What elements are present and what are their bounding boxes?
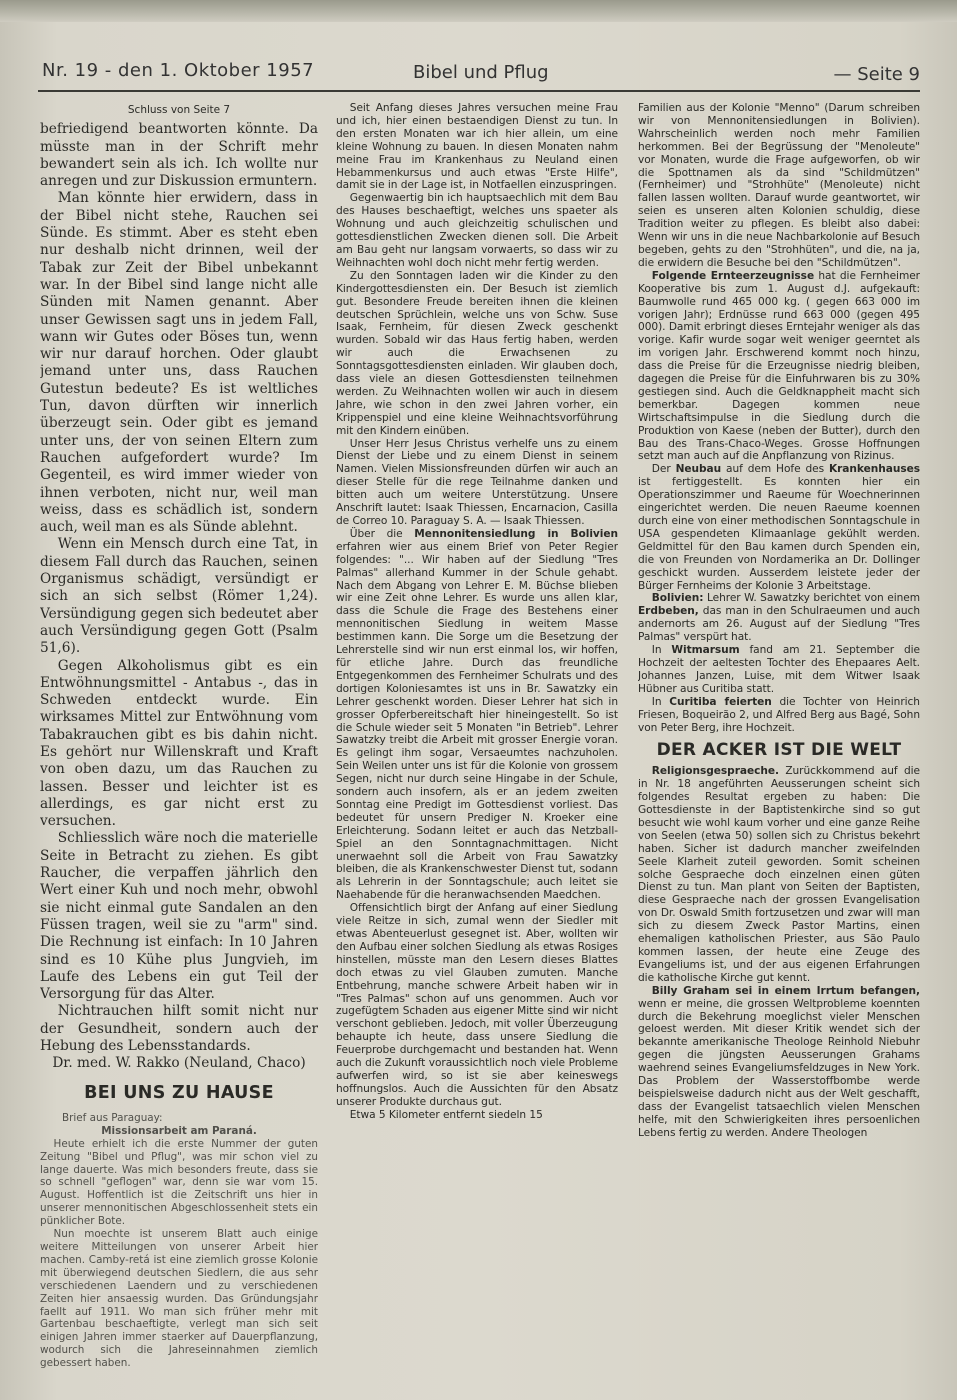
paragraph: Seit Anfang dieses Jahres versuchen meine Frau und ich, hier einen bestaendigen Dienst zu tun. In den ersten Monaten war ich hier allein, um eine kleine Wohnung zu bauen. In diesen Monaten nahm meine Frau im Krankenhaus zu Neuland einen Hebammenkursus und auch etwas "Erste Hilfe", damit sie in der Lage ist, in Notfaellen einzuspringen. [336, 102, 618, 192]
bold-heading: Erdbeben, [638, 605, 699, 618]
text-run: fand am 21. September die Hochzeit der aeltesten Tochter des Ehepaares Aelt. Johannes Janzen, Luise, mit dem Witwer Isaak Hübner aus Curitiba statt. [638, 644, 920, 695]
paragraph: befriedigend beantworten könnte. Da müsste man in der Schrift mehr bewandert sein als ich. Ich wollte nur anregen und zur Diskussion ermuntern. [40, 121, 318, 190]
bold-heading: Folgende Ernteerzeugnisse [651, 269, 815, 282]
text-run: hat die Fernheimer Kooperative bis zum 1. August d.J. aufgekauft: Baumwolle rund 465 000 kg. ( gegen 663 000 im vorigen Jahr); Erdnüsse rund 663 000 (gegen 495 000). Damit erbringt dieses Erntejahr weniger als das vorige. Kafir wurde sogar weit weniger geerntet als im vorigen Jahr. Erschwerend kommt noch hinzu, dass die Preise für die Erzeugnisse niedrig bleiben, dagegen die Preise für die Einfuhrwaren bis zu 30% gestiegen sind. Auch die Geldknappheit macht sich bemerkbar. Dagegen kommen neue Wirtschaftsimpulse in die Siedlung durch die Produktion von Kaese (neben der Butter), durch den Bau des Trans-Chaco-Weges. Grosse Hoffnungen setzt man auch auf die Anpflanzung von Rizinus. [638, 269, 920, 463]
paragraph: Man könnte hier erwidern, dass in der Bibel nicht stehe, Rauchen sei Sünde. Es stimmt. Aber es steht eben nur deshalb nicht drinnen, weil der Tabak zur Zeit der Bibel unbekannt war. In der Bibel sind lange nicht alle Sünden mit Namen genannt. Aber unser Gewissen sagt uns in jedem Fall, wann wir Gutes oder Böses tun, wenn wir nur darauf horchen. Oder glaubt jemand unter uns, dass Rauchen Gutestun bedeute? Es ist weltliches Tun, davon dürften wir innerlich überzeugt sein. Oder gibt es jemand unter uns, der von seinen Eltern zum Rauchen aufgefordert wurde? Im Gegenteil, es wird immer wieder von ihnen verboten, nicht nur, weil man weiss, dass es schädlich ist, sondern auch, weil man es als Sünde ablehnt. [40, 190, 318, 536]
publication-title: Bibel und Pflug [413, 62, 549, 83]
paragraph: Nichtrauchen hilft somit nicht nur der Gesundheit, sondern auch der Hebung des Lebensstandards. [40, 1003, 318, 1055]
paragraph-billy-graham [638, 985, 920, 1140]
paragraph-bolivien [638, 592, 920, 644]
bold-heading: Bolivien: [651, 592, 704, 605]
text-run: die Tochter von Heinrich Friesen, Boqueirão 2, und Alfred Berg aus Bagé, Sohn von Peter Berg, ihre Hochzeit. [638, 695, 920, 734]
paragraph: Gegen Alkoholismus gibt es ein Entwöhnungsmittel - Antabus -, das in Schweden entdeckt wurde. Ein wirksames Mittel zur Entwöhnung vom Tabakrauchen gibt es bis dahin nicht. Es gehört nur Willenskraft und Kraft von oben dazu, um das Rauchen zu lassen. Besser und leichter ist es allerdings, es gar nicht erst zu versuchen. [40, 657, 318, 830]
paragraph: Zu den Sonntagen laden wir die Kinder zu den Kindergottesdiensten ein. Der Besuch ist ziemlich gut. Besondere Freude bereiten ihnen die kleinen deutschen Sprüchlein, welche uns von Schw. Suse Isaak, Fernheim, für diesen Zweck geschenkt wurden. Sobald wir das Haus fertig haben, werden wir auch die Erwachsenen zu Sonntagsgottesdiensten einladen. Wir glauben doch, dass viele an diesen Gottesdiensten teilnehmen werden. Zu Weihnachten wollen wir auch in diesem Jahre, wie schon in den zwei Jahren vorher, ein Krippenspiel und eine kleine Weihnachtsvorführung mit den Kindern einüben. [336, 269, 618, 437]
paragraph: Unser Herr Jesus Christus verhelfe uns zu einem Dienst der Liebe und zu einem Dienst in seinem Namen. Vielen Missionsfreunden dürfen wir auch an dieser Stelle für die rege Teilnahme danken und bitten auch um weitere Unterstützung. Unsere Anschrift lautet: Isaak Thiessen, Encarnacion, Casilla de Correo 10. Paraguay S. A. — Isaak Thiessen. [336, 437, 618, 527]
top-edge-shadow [0, 0, 957, 22]
text-run: auf dem Hofe des [726, 463, 825, 476]
page-number: — Seite 9 [833, 64, 920, 85]
paragraph-curitiba [638, 696, 920, 735]
bold-heading: Religionsgespraeche. [651, 765, 779, 778]
text-run: Der [651, 463, 671, 476]
paragraph-ernte [638, 270, 920, 464]
bold-heading: Mennonitensiedlung in Bolivien [414, 527, 618, 540]
paragraph: Heute erhielt ich die erste Nummer der guten Zeitung "Bibel und Pflug", was mir schon viel zu lange dauerte. Was mich besonders freute, dass sie so schnell "geflogen" war, denn sie war vom 15. August. Hoffentlich ist die Zeitschrift uns hier in unserer mennonitischen Abgeschlossenheit stets ein pünklicher Bote. [40, 1137, 318, 1228]
continuation-note: Schluss von Seite 7 [127, 104, 231, 116]
letter-origin: Brief aus Paraguay: [62, 1111, 163, 1124]
paragraph: Wenn ein Mensch durch eine Tat, in diesem Fall durch das Rauchen, seinen Organismus schädigt, versündigt er sich an sich selbst (Römer 1,24). Versündigung gegen sich bedeutet aber auch Versündigung gegen Gott (Psalm 51,6). [40, 536, 318, 657]
paragraph: Familien aus der Kolonie "Menno" (Darum schreiben wir von Mennonitensiedlungen in Bolivien). Wahrscheinlich werden noch mehr Familien herkommen. Bei der Begrüssung der "Menoleute" vor Monaten, wurde die Frage aufgeworfen, ob wir die Spottnamen als da sind "Schildmützen" (Fernheimer) und "Strohhüte" (Menoleute) nicht fallen lassen wollten. Darauf wurde geantwortet, wir seien es unseren alten Kolonien schuldig, diese Tradition weiter zu pflegen. Es bleibt also dabei: Wenn wir uns in die neue Nachbarkolonie auf Besuch begeben, gehts zu den "Strohhüten", und die, na ja, die erwidern die Besuche bei den "Schildmützen". [638, 102, 920, 269]
text-run: wenn er meine, die grossen Weltprobleme koennten durch die Bekehrung moeglichst vieler Menschen geloest werden. Mit dieser Kritik wendet sich der bekannte amerikanische Theologe Reinhold Niebuhr gegen die jüngsten Aeusserungen Grahams waehrend seines Evangeliumsfeldzuges in New York. Das Problem der Wasserstoffbombe werde beispielsweise dadurch nicht aus der Welt geschafft, dass der Evangelist tatsaechlich vielen Menschen helfe, mit den Schwierigkeiten ihres persoenlichen Lebens fertig zu werden. Andere Theologen [638, 997, 920, 1139]
paragraph: Schliesslich wäre noch die materielle Seite in Betracht zu ziehen. Es gibt Raucher, die verpaffen jährlich den Wert einer Kuh und noch mehr, obwohl sie nicht einmal gute Sandalen an den Füssen tragen, weil sie zu "arm" sind. Die Rechnung ist einfach: In 10 Jahren sind es 10 Kühe plus Jungvieh, im Laufe des Lebens ein gut Teil der Versorgung für das Alter. [40, 830, 318, 1003]
text-run: Zurückkommend auf die in Nr. 18 angeführten Aeusserungen scheint sich folgendes Resultat ergeben zu haben: Die Gottesdienste in der Baptistenkirche sind so gut besucht wie wohl kaum vorher und eine ganze Reihe von Seelen (etwa 50) sollen sich zu Christus bekehrt haben. Sicher ist dadurch mancher zweifelnden Seele Klarheit zuteil geworden. Somit scheinen solche Gespraeche doch einzelnen einen güten Dienst zu tun. Man plant von Seiten der Baptisten, diese Gespraeche nach der grossen Evangelisation von Dr. Oswald Smith fortzusetzen und zwar will man sich zu diesem Zweck Pastor Martins, einen ehemaligen katholischen Priester, aus São Paulo kommen lassen, der heute eine Zeuge des Evangeliums ist, und der aus eigenen Erfahrungen die katholische Kirche gut kennt. [638, 765, 920, 984]
text-run: In [651, 695, 662, 708]
paragraph-neubau [638, 463, 920, 592]
bold-heading: Neubau [675, 463, 722, 476]
text-run: Lehrer W. Sawatzky berichtet von einem [706, 592, 920, 605]
letter-subtitle: Missionsarbeit am Paraná. [101, 1124, 257, 1137]
column-1 [40, 102, 318, 1382]
bold-heading: Krankenhauses [828, 463, 920, 476]
text-run: erfahren wier aus einem Brief von Peter Regier folgendes: "... Wir haben auf der Siedlung "Tres Palmas" allerhand Kummer in der Schule gehabt. Nach dem Abgang von Lehrer E. M. Büchse blieben wir eine Zeit ohne Lehrer. Es wurde uns allen klar, dass die Schule die Frage des Bestehens einer mennonitischen Siedlung in weitem Masse bestimmen kann. Die Sorge um die Besetzung der Lehrerstelle sind wir nun erst einmal los, wir hoffen, für etliche Jahre. Durch das freundliche Entgegenkommen des Fernheimer Schulrats und des dortigen Koloniesamtes ist uns in Br. Sawatzky ein Lehrer geschenkt worden. Dieser Lehrer hat sich in grosser Opferbereitschaft hier hineingestellt. So ist die Schule wieder seit 5 Monaten "in Betrieb". Lehrer Sawatzky treibt die Arbeit mit grosser Energie voran. Es gelingt ihm sogar, Versaeumtes nachzuholen. Sein Weilen unter uns ist für die Kolonie von grossem Segen, nicht nur durch seine Hingabe in der Schule, sondern auch insofern, als er an jedem zweiten Sonntag eine Predigt im Gottesdienst vorliest. Das bedeutet für unsern Prediger N. Kroeker eine Erleichterung. Sodann leitet er auch das Netzball-Spiel an den Sonntagnachmittagen. Nicht unerwaehnt soll die Arbeit von Frau Sawatzky bleiben, die als Krankenschwester Dienst tut, sodann als Lehrerin in der Sonntagschule; auch leitet sie Naehabende für die heranwachsenden Maedchen. [336, 540, 618, 902]
bold-heading: Curitiba feierten [669, 695, 772, 708]
paragraph: Offensichtlich birgt der Anfang auf einer Siedlung viele Reitze in sich, zumal wenn der Siedler mit etwas Abenteuerlust gesegnet ist. Aber, wollten wir den Aufbau einer solchen Siedlung als etwas Rosiges hinstellen, müsste man den Lesern dieses Blattes doch etwas zu viel Glauben zumuten. Manche Entbehrung, manche schwere Arbeit haben wir in "Tres Palmas" schon auf uns genommen. Auch vor zugefügtem Schaden aus eigener Mitte sind wir nicht verschont geblieben. Jedoch, mit voller Überzeugung behaupte ich heute, dass unsere Siedlung die Feuerprobe durchgemacht und bestanden hat. Wenn auch die Zukunft voraussichtlich noch viele Probleme aufwerfen wird, so ist sie aber keineswegs hoffnungslos. Auch die Aussichten für den Absatz unserer Produkte durchaus gut. [336, 902, 618, 1108]
bold-heading: Billy Graham sei in einem Irrtum befangen, [651, 984, 920, 997]
paragraph: Gegenwaertig bin ich hauptsaechlich mit dem Bau des Hauses beschaeftigt, welches uns spaeter als Wohnung und auch gleichzeitig schulischen und gottesdienstlichen Zwecken dienen soll. Die Arbeit am Bau geht nur langsam vorwaerts, so dass wir zu Weihnachten wohl doch nicht mehr fertig werden. [336, 192, 618, 269]
text-run: das man in den Schulraeumen und auch andernorts am 26. August auf der Siedlung "Tres Palmas" verspürt hat. [638, 605, 920, 644]
paragraph: Etwa 5 Kilometer entfernt siedeln 15 [349, 1108, 543, 1121]
column-3 [638, 102, 920, 1382]
column-2 [336, 102, 618, 1382]
paragraph: Nun moechte ist unserem Blatt auch einige weitere Mitteilungen von unserer Arbeit hier machen. Camby-retá ist eine ziemlich grosse Kolonie mit überwiegend deutschen Siedlern, die aus sehr verschiedenen Laendern und zu verschiedenen Zeiten hier ansaessig wurden. Das Gründungsjahr faellt auf 1911. Wo man sich früher mehr mit Gartenbau beschaeftigte, verlegt man sich seit einigen Jahren immer staerker auf Dauerpflanzung, wodurch sich die Jahreseinnahmen ziemlich gebessert haben. [40, 1228, 318, 1370]
issue-date: Nr. 19 - den 1. Oktober 1957 [42, 60, 315, 81]
section-title-bei-uns-zu-hause: BEI UNS ZU HAUSE [84, 1082, 274, 1103]
text-run: ist fertiggestellt. Es konnten hier ein Operationszimmer und Raeume für Woechnerinnen eingerichtet werden. Die neuen Raeume koennen durch eine von einer methodischen Sonntagschule in USA gespendeten Klimaanlage gekühlt werden. Geldmittel für den Bau kamen durch Spenden ein, die von Freunden von Nordamerika an Dr. Dollinger geschickt wurden. Ausserdem leistete jeder der Bürger Fernheims der Kolonie 3 Arbeitstage. [638, 476, 920, 592]
author-signature: Dr. med. W. Rakko (Neuland, Chaco) [52, 1055, 306, 1072]
page-header [38, 60, 920, 92]
section-title-der-acker-ist-die-welt: DER ACKER IST DIE WELT [656, 740, 902, 761]
bold-heading: Witmarsum [671, 644, 740, 657]
paragraph-religionsgespraeche [638, 765, 920, 984]
paragraph-witmarsum [638, 644, 920, 696]
text-run: Über die [349, 527, 403, 540]
text-run: In [651, 644, 662, 657]
paragraph-mennonitensiedlung [336, 528, 618, 902]
